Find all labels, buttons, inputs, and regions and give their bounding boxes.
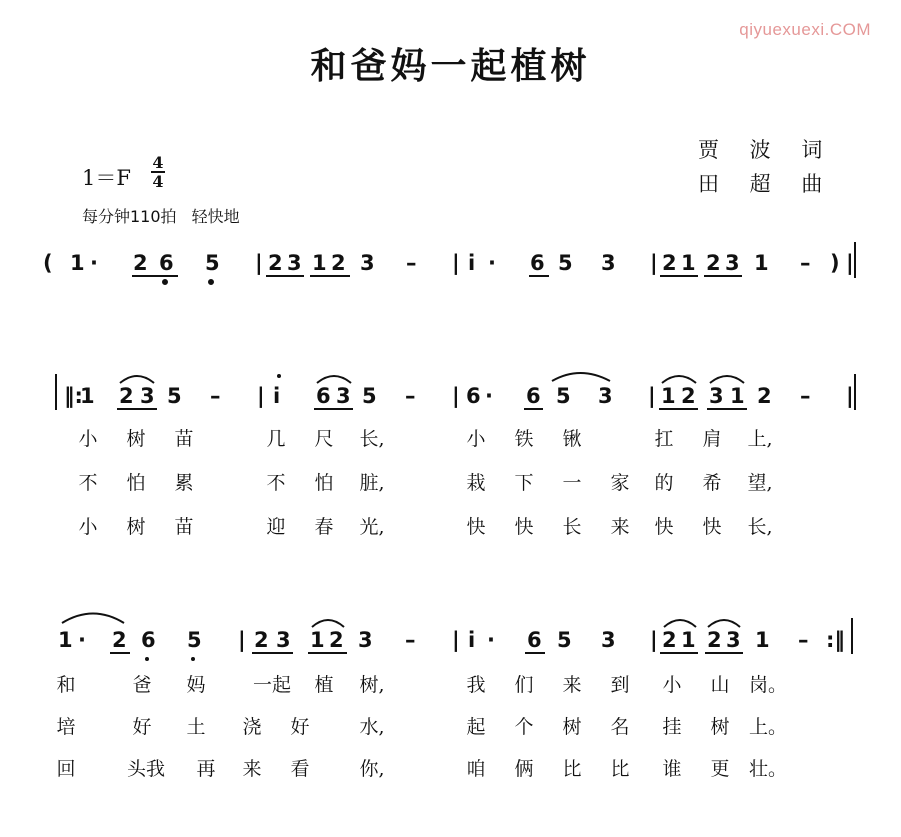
dash: –	[800, 251, 811, 275]
barline: |	[452, 251, 460, 275]
note: 5	[556, 384, 571, 408]
lyric-word: 望,	[747, 472, 773, 494]
lyric-word: 快	[466, 516, 486, 538]
note: 1	[730, 384, 745, 408]
lyric-word: 你,	[359, 758, 385, 780]
note: 3	[709, 384, 724, 408]
lyric-word: 好	[290, 716, 310, 738]
lyric-word: 怕	[126, 472, 146, 494]
lyric-word: 上,	[747, 428, 773, 450]
dash: –	[405, 384, 416, 408]
lyric-word: 栽	[466, 472, 486, 494]
lyric-word: 小	[78, 516, 98, 538]
note: 3	[140, 384, 155, 408]
octave-dot-low	[209, 280, 213, 284]
lyric-word: 小	[662, 674, 682, 696]
note: 5	[187, 628, 202, 652]
note: 1	[58, 628, 73, 652]
note: 2	[706, 251, 721, 275]
lyric-word: 一	[562, 472, 582, 494]
dot: ·	[78, 628, 86, 652]
lyric-word: 快	[514, 516, 534, 538]
lyric-word: 妈	[186, 674, 206, 696]
lyric-word: 小	[78, 428, 98, 450]
score-row-2	[58, 628, 845, 653]
note: 6	[159, 251, 174, 275]
lyric-word: 快	[654, 516, 674, 538]
lyric-word: 植	[314, 674, 334, 696]
tie	[62, 614, 124, 624]
time-signature-top: 4	[152, 153, 164, 172]
lyric-word: 俩	[514, 758, 534, 780]
lyric-word: 希	[702, 472, 722, 494]
lyric-word: 土	[186, 716, 206, 738]
lyric-word: 苗	[174, 428, 194, 450]
note: 3	[276, 628, 291, 652]
dot: ·	[488, 251, 496, 275]
lyric-word: 树	[126, 516, 146, 538]
dot: ·	[90, 251, 98, 275]
barline: |	[452, 384, 460, 408]
lyric-word: 不	[266, 472, 286, 494]
octave-dot-high	[277, 374, 281, 378]
lyric-word: 来	[562, 674, 582, 696]
lyric-word: 头我	[126, 758, 166, 780]
lyric-word: 更	[710, 758, 730, 780]
barline: |	[650, 251, 658, 275]
lyric-word: 苗	[174, 516, 194, 538]
lyric-word: 浇	[242, 716, 262, 738]
note: 1	[681, 251, 696, 275]
lyric-word: 几	[266, 428, 286, 450]
lyric-word: 个	[514, 716, 534, 738]
lyric-word: 脏,	[359, 472, 385, 494]
barline: |	[846, 384, 854, 408]
slur	[317, 376, 351, 383]
lyric-word: 长,	[747, 516, 773, 538]
lyric-word: 长,	[359, 428, 385, 450]
note: 2	[112, 628, 127, 652]
note: 6	[527, 628, 542, 652]
note: 6	[316, 384, 331, 408]
lyric-word: 的	[654, 472, 674, 494]
note: 6	[530, 251, 545, 275]
slur	[664, 620, 696, 627]
lyric-word: 来	[242, 758, 262, 780]
note: 2	[681, 384, 696, 408]
lyric-word: 好	[132, 716, 152, 738]
lyric-word: 比	[610, 758, 630, 780]
barline: |	[648, 384, 656, 408]
slur	[120, 376, 154, 383]
lyric-word: 回	[56, 758, 76, 780]
note: 3	[598, 384, 613, 408]
note: 2	[662, 251, 677, 275]
lyric-word: 水,	[359, 716, 385, 738]
slur	[662, 376, 696, 383]
composer-credit: 田 超 曲	[698, 172, 835, 196]
repeat-start: ‖:	[64, 384, 83, 408]
lyric-word: 爸	[132, 674, 152, 696]
lyricist-credit: 贾 波 词	[698, 138, 835, 162]
note: 5	[558, 251, 573, 275]
note: 3	[725, 251, 740, 275]
score-row-1	[64, 384, 854, 409]
note: 1	[661, 384, 676, 408]
lyric-word: 岗。	[748, 674, 788, 696]
lyric-word: 谁	[662, 758, 682, 780]
dash: –	[800, 384, 811, 408]
note: 2	[662, 628, 677, 652]
song-title: 和爸妈一起植树	[310, 45, 591, 87]
barline: |	[257, 384, 265, 408]
lyric-word: 名	[610, 716, 630, 738]
barline: |	[650, 628, 658, 652]
tempo-marking: 每分钟110拍 轻快地	[82, 207, 240, 226]
lyric-word: 来	[610, 516, 630, 538]
note: 1	[310, 628, 325, 652]
dash: –	[406, 251, 417, 275]
lyric-word: 壮。	[748, 758, 788, 780]
key-signature: 1＝F	[82, 166, 131, 190]
note: 3	[358, 628, 373, 652]
lyric-word: 上。	[748, 716, 788, 738]
note: 5	[205, 251, 220, 275]
note: i	[273, 384, 281, 408]
watermark: qiyuexuexi.COM	[739, 20, 871, 39]
note: 3	[601, 628, 616, 652]
note: 1	[80, 384, 95, 408]
dot: ·	[487, 628, 495, 652]
note: 5	[362, 384, 377, 408]
lyric-word: 长	[562, 516, 582, 538]
octave-dot-low	[191, 657, 195, 661]
note: 2	[329, 628, 344, 652]
note: 3	[336, 384, 351, 408]
lyric-word: 家	[610, 472, 630, 494]
dash: –	[405, 628, 416, 652]
score-row-1-dots	[277, 374, 281, 378]
note: 1	[755, 628, 770, 652]
lyric-word: 锹	[562, 428, 582, 450]
octave-dot-low	[145, 657, 149, 661]
lyric-word: 尺	[314, 428, 334, 450]
note: 6	[466, 384, 481, 408]
lyric-word: 我	[466, 674, 486, 696]
lyric-word: 扛	[654, 428, 674, 450]
lyric-word: 树	[562, 716, 582, 738]
note: 2	[268, 251, 283, 275]
lyric-word: 累	[174, 472, 194, 494]
note: 5	[557, 628, 572, 652]
lyric-word: 下	[514, 472, 534, 494]
lyric-word: 一起	[252, 674, 292, 696]
lyric-word: 树	[710, 716, 730, 738]
score-row-2-dots	[145, 657, 195, 661]
lyric-word: 挂	[662, 716, 682, 738]
lyric-word: 们	[514, 674, 534, 696]
lyric-word: 不	[78, 472, 98, 494]
lyric-word: 到	[610, 674, 630, 696]
dash: –	[798, 628, 809, 652]
barline: |	[846, 251, 854, 275]
note: 2	[133, 251, 148, 275]
barline: |	[452, 628, 460, 652]
lyric-word: 小	[466, 428, 486, 450]
note: 1	[754, 251, 769, 275]
lyric-word: 咱	[466, 758, 486, 780]
lyric-word: 看	[290, 758, 310, 780]
lyric-word: 比	[562, 758, 582, 780]
lyric-word: 和	[56, 674, 76, 696]
lyric-word: 迎	[266, 516, 286, 538]
note: 3	[726, 628, 741, 652]
repeat-end: :‖	[826, 628, 845, 652]
lyric-word: 树	[126, 428, 146, 450]
slur	[708, 620, 740, 627]
note: 2	[707, 628, 722, 652]
note: 3	[287, 251, 302, 275]
lyric-word: 春	[314, 516, 334, 538]
note: 6	[141, 628, 156, 652]
note: 3	[360, 251, 375, 275]
lyric-word: 山	[710, 674, 730, 696]
note: 3	[601, 251, 616, 275]
slur	[312, 620, 344, 627]
note: 2	[119, 384, 134, 408]
intro-row	[43, 251, 854, 276]
tie	[552, 373, 610, 381]
note: 1	[312, 251, 327, 275]
dot: ·	[485, 384, 493, 408]
barline: |	[255, 251, 263, 275]
note: i	[468, 628, 476, 652]
slur	[710, 376, 744, 383]
dash: –	[210, 384, 221, 408]
octave-dot-low	[163, 280, 167, 284]
lyric-word: 怕	[314, 472, 334, 494]
lyric-word: 快	[702, 516, 722, 538]
lyric-word: 铁	[514, 428, 534, 450]
note: i	[468, 251, 476, 275]
barline: |	[238, 628, 246, 652]
note: 1	[681, 628, 696, 652]
note: 2	[331, 251, 346, 275]
paren-open: (	[43, 251, 53, 275]
note: 6	[526, 384, 541, 408]
note: 1	[70, 251, 85, 275]
lyric-word: 再	[196, 758, 216, 780]
lyric-word: 光,	[359, 516, 385, 538]
lyric-word: 树,	[359, 674, 385, 696]
lyric-word: 培	[56, 716, 76, 738]
lyric-word: 起	[466, 716, 486, 738]
paren-close: )	[830, 251, 840, 275]
note: 2	[254, 628, 269, 652]
note: 5	[167, 384, 182, 408]
note: 2	[757, 384, 772, 408]
time-signature-bottom: 4	[152, 172, 164, 191]
lyric-word: 肩	[702, 428, 722, 450]
